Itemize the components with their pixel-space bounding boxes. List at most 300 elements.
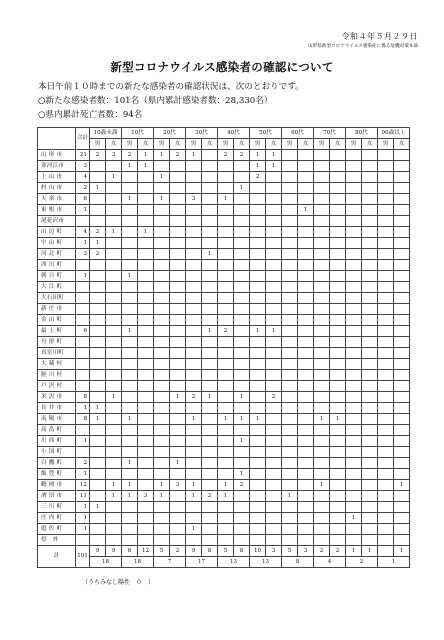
case-count [234,491,250,502]
municipality-name: 新 庄 市 [38,304,76,315]
table-row [38,359,410,370]
case-count [394,535,410,546]
case-count [90,348,106,359]
case-count [218,458,234,469]
case-count [250,260,266,271]
case-count [186,425,202,436]
male-header: 男 [122,139,138,150]
case-count [314,227,330,238]
case-count [234,403,250,414]
case-count [378,183,394,194]
row-total [76,260,90,271]
case-count [362,414,378,425]
age-group-header: 80代 [346,128,378,139]
case-count [394,304,410,315]
case-count [250,480,266,491]
case-count [138,293,154,304]
case-count [154,502,170,513]
table-row [38,315,410,326]
case-count [138,535,154,546]
case-count [362,238,378,249]
table-row [38,480,410,491]
case-count [234,326,250,337]
case-count [282,249,298,260]
table-row [38,161,410,172]
case-count [314,370,330,381]
case-count [106,502,122,513]
case-count [90,370,106,381]
case-count [218,447,234,458]
case-count [122,249,138,260]
case-count: 1 [90,414,106,425]
case-count [90,205,106,216]
case-count [378,227,394,238]
case-count [314,183,330,194]
header-row-sex [38,139,410,150]
case-count [362,502,378,513]
case-count [138,304,154,315]
table-row [38,282,410,293]
row-total: 3 [76,161,90,172]
case-count [330,392,346,403]
case-count: 1 [154,172,170,183]
case-count [122,293,138,304]
row-total [76,337,90,348]
case-count [170,293,186,304]
case-count [90,282,106,293]
case-count [266,216,282,227]
case-count [266,172,282,183]
case-count [138,447,154,458]
male-header: 男 [90,139,106,150]
female-header: 女 [394,139,410,150]
case-count [314,216,330,227]
case-count [394,524,410,535]
total-by-sex: 3 [298,546,314,557]
case-count [186,161,202,172]
municipality-name: 中 山 町 [38,238,76,249]
case-count [202,403,218,414]
case-count [362,216,378,227]
case-count [362,260,378,271]
total-by-age: 4 [314,557,346,568]
row-total [76,282,90,293]
case-count [394,414,410,425]
case-count [330,227,346,238]
case-count [330,524,346,535]
case-count: 1 [218,194,234,205]
case-count [122,227,138,238]
municipality-name: 上 山 市 [38,172,76,183]
case-count [346,227,362,238]
case-count [362,337,378,348]
case-count [282,293,298,304]
case-count: 1 [218,414,234,425]
case-count [234,227,250,238]
case-count [170,238,186,249]
document-title: 新型コロナウイルス感染者の確認について [110,60,334,74]
case-count [250,337,266,348]
case-count [202,315,218,326]
case-count [154,271,170,282]
case-count [154,315,170,326]
case-count [138,502,154,513]
cases-table [37,127,410,568]
case-count [378,337,394,348]
case-count [282,348,298,359]
case-count [186,359,202,370]
case-count [234,282,250,293]
case-count [90,216,106,227]
case-count: 3 [170,480,186,491]
case-count [346,348,362,359]
case-count [122,502,138,513]
table-row [38,238,410,249]
case-count [154,425,170,436]
case-count [234,161,250,172]
case-count [378,469,394,480]
case-count [298,436,314,447]
case-count: 1 [154,150,170,161]
case-count [346,161,362,172]
total-by-sex [378,546,394,557]
row-total [76,315,90,326]
case-count [186,403,202,414]
row-total [76,293,90,304]
row-total: 6 [76,194,90,205]
case-count: 1 [218,480,234,491]
case-count [202,293,218,304]
case-count [138,359,154,370]
female-header: 女 [234,139,250,150]
footnote: （うちみなし陽性 ０ ） [82,579,155,586]
case-count [282,326,298,337]
case-count [314,282,330,293]
case-count [202,161,218,172]
case-count: 2 [122,150,138,161]
row-total: 1 [76,205,90,216]
case-count [266,293,282,304]
case-count [314,315,330,326]
age-group-header: 50代 [250,128,282,139]
case-count [186,535,202,546]
case-count [122,172,138,183]
case-count [122,337,138,348]
case-count [282,337,298,348]
case-count [186,216,202,227]
case-count [282,370,298,381]
case-count [378,293,394,304]
case-count [250,392,266,403]
age-group-header: 90歳以上 [378,128,410,139]
case-count [298,458,314,469]
case-count [362,535,378,546]
case-count [234,502,250,513]
case-count [90,425,106,436]
case-count [106,238,122,249]
case-count [266,370,282,381]
case-count [330,216,346,227]
total-by-age: 18 [122,557,154,568]
case-count [202,370,218,381]
age-group-header: 10歳未満 [90,128,122,139]
case-count [346,524,362,535]
case-count: 1 [106,491,122,502]
case-count [106,216,122,227]
case-count [170,183,186,194]
case-count [362,392,378,403]
case-count: 1 [250,326,266,337]
case-count [170,337,186,348]
case-count [218,502,234,513]
case-count [314,447,330,458]
case-count [138,392,154,403]
case-count [378,271,394,282]
case-count [298,337,314,348]
header-corner [38,128,76,150]
case-count [314,238,330,249]
total-by-age: 13 [218,557,250,568]
case-count [282,260,298,271]
municipality-name: 西 川 町 [38,260,76,271]
case-count [234,524,250,535]
female-header: 女 [266,139,282,150]
case-count [282,436,298,447]
case-count [138,183,154,194]
case-count [122,447,138,458]
case-count: 1 [170,458,186,469]
case-count [250,513,266,524]
case-count [282,447,298,458]
total-by-age: 7 [154,557,186,568]
case-count [378,447,394,458]
report-date: 令和４年５月２９日 [341,32,418,41]
table-row [38,150,410,161]
male-header: 男 [378,139,394,150]
case-count [394,260,410,271]
case-count [362,370,378,381]
case-count [234,304,250,315]
case-count [282,502,298,513]
case-count [314,458,330,469]
table-row [38,249,410,260]
case-count [378,249,394,260]
case-count [394,315,410,326]
municipality-name: 長 井 市 [38,403,76,414]
case-count [330,491,346,502]
case-count [186,183,202,194]
table-row [38,425,410,436]
case-count [266,238,282,249]
total-by-sex: 6 [122,546,138,557]
total-by-sex: 2 [330,546,346,557]
case-count [154,304,170,315]
case-count: 2 [186,392,202,403]
case-count [362,458,378,469]
case-count [170,205,186,216]
case-count [122,304,138,315]
case-count [154,337,170,348]
case-count [394,502,410,513]
female-header: 女 [138,139,154,150]
case-count [394,381,410,392]
case-count [122,205,138,216]
case-count [218,315,234,326]
municipality-name: 最 上 町 [38,326,76,337]
case-count: 1 [266,326,282,337]
case-count [138,458,154,469]
case-count [122,260,138,271]
total-row-by-age [38,557,410,568]
case-count [106,161,122,172]
case-count [122,238,138,249]
case-count [170,381,186,392]
case-count [330,403,346,414]
municipality-name: 鶴 岡 市 [38,480,76,491]
case-count [394,425,410,436]
age-group-header: 60代 [282,128,314,139]
case-count [202,238,218,249]
case-count [298,260,314,271]
case-count [314,436,330,447]
total-by-sex: 12 [138,546,154,557]
case-count [250,370,266,381]
male-header: 男 [346,139,362,150]
case-count [90,293,106,304]
case-count [234,260,250,271]
row-total [76,425,90,436]
case-count [362,381,378,392]
case-count [346,436,362,447]
case-count: 2 [90,249,106,260]
case-count [170,425,186,436]
case-count [106,436,122,447]
municipality-name: 高 畠 町 [38,425,76,436]
case-count [298,304,314,315]
case-count [378,172,394,183]
case-count [266,436,282,447]
case-count [282,425,298,436]
case-count: 2 [202,491,218,502]
case-count: 1 [218,491,234,502]
case-count [186,502,202,513]
case-count [250,535,266,546]
case-count [218,172,234,183]
total-by-age: 2 [346,557,378,568]
case-count [250,293,266,304]
case-count: 1 [106,480,122,491]
row-total: 12 [76,480,90,491]
case-count [330,513,346,524]
case-count [90,535,106,546]
row-total: 1 [76,436,90,447]
case-count [202,337,218,348]
case-count [122,370,138,381]
case-count [218,183,234,194]
case-count [90,480,106,491]
case-count [282,172,298,183]
case-count [202,260,218,271]
case-count [282,205,298,216]
case-count: 1 [186,524,202,535]
case-count [346,194,362,205]
case-count [106,183,122,194]
case-count [330,458,346,469]
case-count [170,161,186,172]
case-count [170,414,186,425]
case-count [234,513,250,524]
total-by-sex: 8 [202,546,218,557]
case-count [138,238,154,249]
case-count [122,359,138,370]
municipality-name: 山 辺 町 [38,227,76,238]
case-count [362,304,378,315]
case-count: 2 [250,172,266,183]
case-count [282,150,298,161]
new-cases-text: ○新たな感染者数：101名（県内累計感染者数：28,330名） [38,96,273,106]
case-count: 2 [218,326,234,337]
case-count [330,238,346,249]
case-count [218,260,234,271]
case-count [218,381,234,392]
case-count [378,392,394,403]
case-count [330,304,346,315]
case-count [186,227,202,238]
case-count [218,469,234,480]
case-count [378,304,394,315]
case-count [250,524,266,535]
case-count [394,227,410,238]
table-row [38,260,410,271]
case-count [154,326,170,337]
case-count [266,491,282,502]
municipality-name: 大 江 町 [38,282,76,293]
case-count [330,370,346,381]
case-count [282,381,298,392]
case-count [346,359,362,370]
row-total: 1 [76,403,90,414]
case-count [298,161,314,172]
municipality-name: 酒 田 市 [38,491,76,502]
female-header: 女 [170,139,186,150]
case-count [186,249,202,260]
case-count [154,348,170,359]
case-count [170,535,186,546]
case-count [266,359,282,370]
case-count [394,392,410,403]
case-count [362,227,378,238]
case-count [346,458,362,469]
case-count [298,249,314,260]
header-total: 合計 [76,128,90,150]
case-count [138,260,154,271]
age-group-header: 30代 [186,128,218,139]
case-count [266,249,282,260]
case-count [138,370,154,381]
case-count: 1 [122,161,138,172]
case-count [250,315,266,326]
case-count [298,150,314,161]
case-count [250,249,266,260]
case-count [298,293,314,304]
case-count [330,425,346,436]
case-count [394,161,410,172]
case-count [202,425,218,436]
table-row [38,304,410,315]
case-count [266,469,282,480]
case-count [394,249,410,260]
case-count [234,271,250,282]
